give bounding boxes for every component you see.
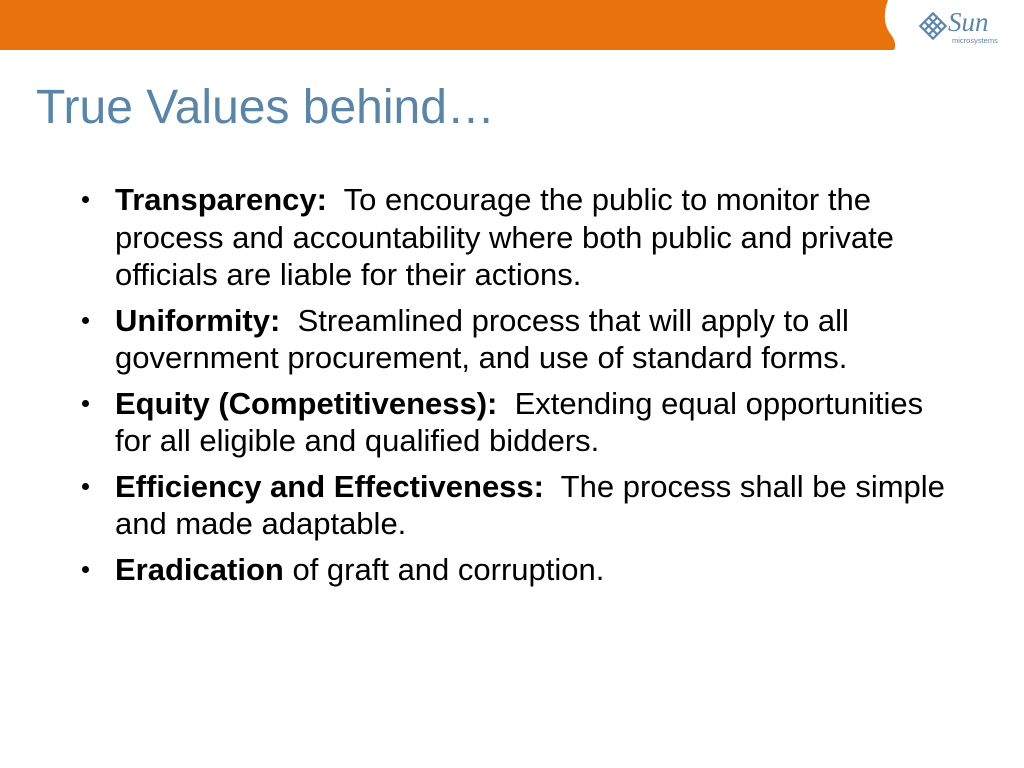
bullet-eradication bbox=[82, 551, 962, 589]
accent-bar-shape bbox=[0, 0, 895, 50]
bullet-dot-icon bbox=[82, 400, 89, 407]
bullet-equity bbox=[82, 385, 962, 460]
bullet-text: To encourage the public to monitor the process and accountability where both public and private officials are liable for their actions. bbox=[115, 182, 894, 292]
sun-diamond-icon bbox=[918, 11, 948, 41]
bullet-dot-icon bbox=[82, 483, 89, 490]
bullet-text: of graft and corruption. bbox=[292, 551, 605, 587]
bullet-list bbox=[82, 181, 962, 596]
bullet-efficiency bbox=[82, 468, 962, 543]
sun-microsystems-logo bbox=[918, 7, 1010, 47]
bullet-dot-icon bbox=[82, 566, 89, 573]
slide-title: True Values behind… bbox=[36, 81, 495, 134]
bullet-text: Streamlined process that will apply to all government procurement, and use of standard forms. bbox=[115, 302, 849, 375]
bullet-term: Transparency: bbox=[115, 182, 327, 217]
bullet-uniformity bbox=[82, 302, 962, 377]
bullet-term: Equity (Competitiveness): bbox=[115, 385, 498, 421]
header-accent-bar bbox=[0, 0, 1024, 50]
logo-subtitle: microsystems bbox=[952, 36, 998, 45]
bullet-text: The process shall be simple and made adaptable. bbox=[115, 468, 945, 541]
bullet-transparency bbox=[82, 181, 962, 294]
bullet-term: Efficiency and Effectiveness: bbox=[115, 468, 544, 504]
bullet-dot-icon bbox=[82, 317, 89, 324]
bullet-term: Eradication bbox=[115, 551, 284, 587]
logo-wordmark: Sun bbox=[948, 7, 989, 37]
bullet-text: Extending equal opportunities for all eligible and qualified bidders. bbox=[115, 385, 924, 458]
bullet-term: Uniformity: bbox=[115, 302, 281, 338]
bullet-dot-icon bbox=[82, 196, 89, 203]
